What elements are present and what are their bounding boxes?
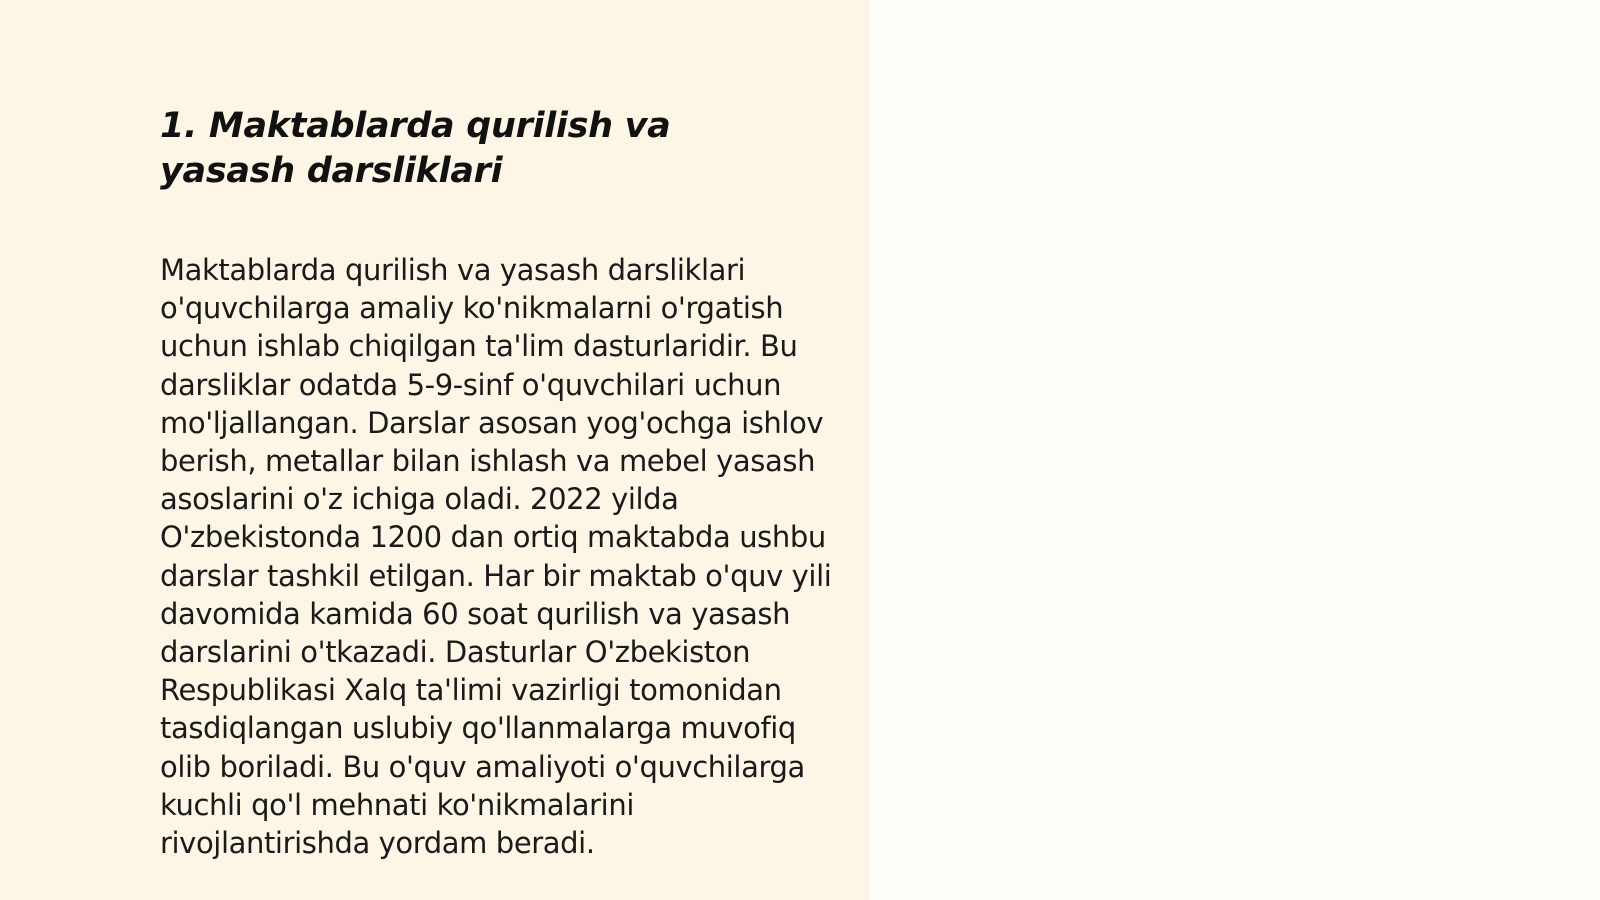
slide-heading: 1. Maktablarda qurilish va yasash darsliklari [160,106,671,191]
slide-content [160,104,840,862]
blank-image-panel [870,0,1600,900]
slide-body-text: Maktablarda qurilish va yasash darsliklari o'quvchilarga amaliy ko'nikmalarni o'rgatish uchun ishlab chiqilgan ta'lim dasturlaridir. Bu darsliklar odatda 5-9-sinf o'quvchilari uchun mo'ljallangan. Darslar asosan yog'ochga ishlov berish, metallar bilan ishlash va mebel yasash asoslarini o'z ichiga oladi. 2022 yilda O'zbekistonda 1200 dan ortiq maktabda ushbu darslar tashkil etilgan. Har bir maktab o'quv yili davomida kamida 60 soat qurilish va yasash darslarini o'tkazadi. Dasturlar O'zbekiston Respublikasi Xalq ta'limi vazirligi tomonidan tasdiqlangan uslubiy qo'llanmalarga muvofiq olib boriladi. Bu o'quv amaliyoti o'quvchilarga kuchli qo'l mehnati ko'nikmalarini rivojlantirishda yordam beradi. [160,253,832,861]
